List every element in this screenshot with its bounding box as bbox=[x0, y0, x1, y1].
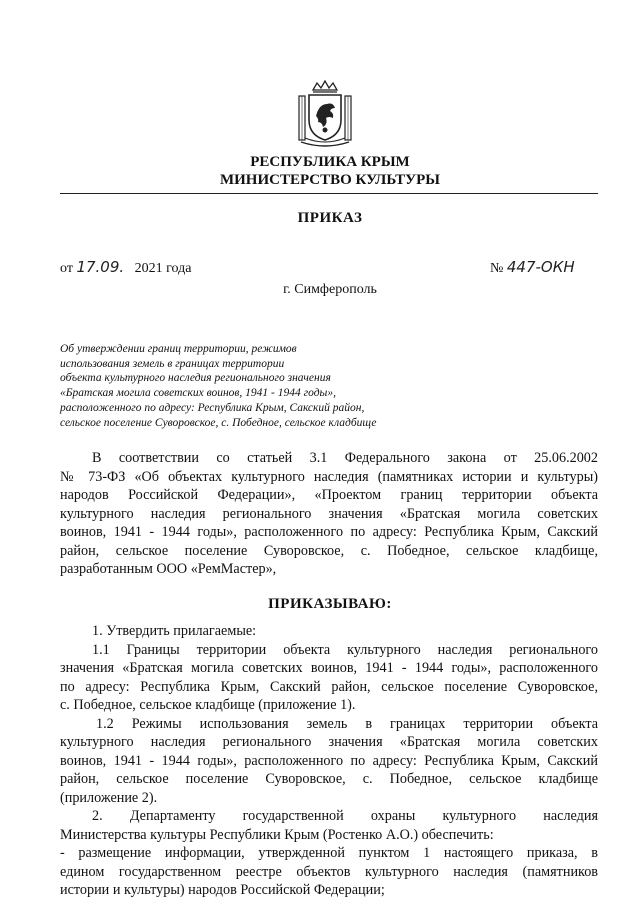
date-handwritten: 17.09. bbox=[76, 258, 125, 276]
order-item-line: культурного наследия регионального значения «Братская могила советских bbox=[60, 734, 598, 750]
subject-line: объекта культурного наследия регионального значения bbox=[60, 372, 331, 385]
order-item-line: 2. Департаменту государственной охраны культурного наследия bbox=[92, 808, 598, 824]
document-type-title: ПРИКАЗ bbox=[297, 210, 363, 226]
date-prefix: от bbox=[60, 261, 73, 276]
order-item-line: истории и культуры) народов Российской Федерации; bbox=[60, 882, 385, 898]
order-heading: ПРИКАЗЫВАЮ: bbox=[268, 596, 392, 612]
order-item-line: воинов, 1941 - 1944 годы», расположенного по адресу: Республика Крым, Сакский bbox=[60, 752, 598, 769]
document-number bbox=[490, 258, 575, 277]
number-prefix: № bbox=[490, 261, 504, 276]
order-item-line: по адресу: Республика Крым, Сакский район, сельское поселение Суворовское, bbox=[60, 678, 598, 695]
preamble-line: разработанным ООО «РемМастер», bbox=[60, 561, 277, 577]
subject-line: Об утверждении границ территории, режимов bbox=[60, 343, 297, 355]
order-item-line: значения «Братская могила советских воинов, 1941 - 1944 годы», расположенного bbox=[60, 660, 598, 676]
number-handwritten: 447-ОКН bbox=[506, 258, 575, 276]
preamble-line: народов Российской Федерации», «Проектом границ территории объекта bbox=[60, 487, 598, 503]
header-republic: РЕСПУБЛИКА КРЫМ bbox=[250, 154, 410, 170]
document-city: г. Симферополь bbox=[283, 282, 377, 297]
order-item-line: район, сельское поселение Суворовское, с. Победное, сельское кладбище bbox=[60, 771, 598, 787]
preamble-paragraph bbox=[60, 449, 598, 579]
order-item-line: с. Победное, сельское кладбище (приложение 1). bbox=[60, 697, 356, 713]
header-divider bbox=[60, 193, 598, 194]
order-item-line: 1.1 Границы территории объекта культурного наследия регионального bbox=[92, 641, 598, 658]
document-subject bbox=[60, 342, 440, 430]
subject-line: расположенного по адресу: Республика Крым, Сакский район, bbox=[60, 401, 365, 414]
date-year: 2021 года bbox=[134, 261, 192, 276]
document-date bbox=[60, 258, 191, 277]
subject-line: сельское поселение Суворовское, с. Победное, сельское кладбище bbox=[60, 416, 377, 429]
order-item-line: (приложение 2). bbox=[60, 789, 158, 806]
order-item-line: - размещение информации, утвержденной пунктом 1 настоящего приказа, в bbox=[60, 845, 598, 861]
subject-line: использования земель в границах территории bbox=[60, 357, 285, 370]
coat-of-arms-icon bbox=[295, 80, 355, 148]
preamble-line: В соответствии со статьей 3.1 Федерального закона от 25.06.2002 bbox=[92, 450, 598, 466]
order-item-line: Министерства культуры Республики Крым (Ростенко А.О.) обеспечить: bbox=[60, 826, 494, 843]
preamble-line: район, сельское поселение Суворовское, с. Победное, сельское кладбище, bbox=[60, 542, 598, 559]
preamble-line: культурного наследия регионального значения «Братская могила советских bbox=[60, 505, 598, 522]
header-ministry: МИНИСТЕРСТВО КУЛЬТУРЫ bbox=[219, 172, 441, 188]
subject-line: «Братская могила советских воинов, 1941 - 1944 годы», bbox=[60, 387, 336, 400]
preamble-line: воинов, 1941 - 1944 годы», расположенного по адресу: Республика Крым, Сакский bbox=[60, 524, 598, 540]
order-item-line: 1. Утвердить прилагаемые: bbox=[92, 623, 257, 639]
order-items bbox=[60, 622, 598, 900]
preamble-line: № 73-ФЗ «Об объектах культурного наследия (памятниках истории и культуры) bbox=[60, 468, 598, 485]
order-item-line: 1.2 Режимы использования земель в границах территории объекта bbox=[96, 715, 598, 732]
order-item-line: едином государственном реестре объектов культурного наследия (памятников bbox=[60, 863, 598, 880]
